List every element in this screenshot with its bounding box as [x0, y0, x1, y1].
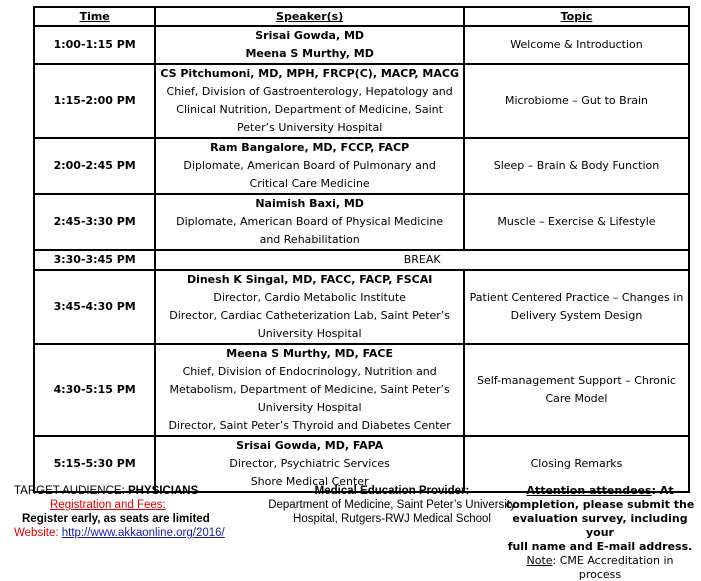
- topic-cell: [464, 270, 689, 344]
- speaker-cell: [155, 270, 464, 344]
- agenda-row: [34, 250, 689, 270]
- speaker-credential: Peter’s University Hospital: [237, 121, 383, 134]
- topic-cell: [464, 138, 689, 194]
- speaker-name: Meena S Murthy, MD, FACE: [226, 347, 394, 360]
- topic-text: Care Model: [545, 392, 608, 405]
- speaker-credential: Chief, Division of Gastroenterology, Hepatology and: [166, 85, 453, 98]
- speaker-credential: Chief, Division of Endocrinology, Nutrition and: [182, 365, 437, 378]
- speaker-name: Dinesh K Singal, MD, FACC, FACP, FSCAI: [186, 273, 433, 286]
- agenda-row: [34, 64, 689, 138]
- speaker-name: Ram Bangalore, MD, FCCP, FACP: [210, 141, 410, 154]
- speaker-credential: University Hospital: [257, 401, 362, 414]
- speaker-name: CS Pitchumoni, MD, MPH, FRCP(C), MACP, MACG: [160, 67, 459, 80]
- topic-cell: [464, 194, 689, 250]
- speaker-credential: Director, Psychiatric Services: [229, 457, 390, 470]
- website-label: Website:: [14, 527, 62, 539]
- header-speaker: Speaker(s): [155, 7, 464, 26]
- session-time: 2:00-2:45 PM: [34, 138, 155, 194]
- table-header-row: [34, 7, 689, 26]
- topic-text: Delivery System Design: [510, 309, 643, 322]
- agenda-row: [34, 194, 689, 250]
- speaker-cell: [155, 138, 464, 194]
- agenda-row: [34, 344, 689, 436]
- session-time: 1:15-2:00 PM: [34, 64, 155, 138]
- speaker-credential: Metabolism, Department of Medicine, Saint Peter’s: [169, 383, 450, 396]
- provider-line-1: Department of Medicine, Saint Peter’s University: [268, 499, 516, 511]
- speaker-cell: [155, 344, 464, 436]
- speaker-name: Srisai Gowda, MD, FAPA: [236, 439, 384, 452]
- speaker-credential: Director, Cardiac Catheterization Lab, Saint Peter’s: [169, 309, 450, 322]
- speaker-name: Meena S Murthy, MD: [245, 47, 374, 60]
- topic-text: Welcome & Introduction: [510, 38, 643, 51]
- note-label: Note: [526, 554, 553, 567]
- session-time: 1:00-1:15 PM: [34, 26, 155, 64]
- speaker-credential: Diplomate, American Board of Physical Medicine: [176, 215, 444, 228]
- target-audience: TARGET AUDIENCE: PHYSICIANS: [14, 485, 199, 497]
- attention-label: Attention attendees: [526, 484, 652, 497]
- registration-link[interactable]: Registration and Fees:: [50, 499, 166, 511]
- topic-cell: [464, 26, 689, 64]
- header-topic: Topic: [464, 7, 689, 26]
- provider-title: Medical Education Provider:: [314, 485, 470, 497]
- topic-text: Muscle – Exercise & Lifestyle: [497, 215, 656, 228]
- speaker-credential: Shore Medical Center: [250, 475, 369, 488]
- speaker-credential: Director, Cardio Metabolic Institute: [213, 291, 406, 304]
- agenda-row: [34, 138, 689, 194]
- speaker-name: Naimish Baxi, MD: [255, 197, 364, 210]
- header-time: Time: [34, 7, 155, 26]
- agenda-row: [34, 26, 689, 64]
- register-note: Register early, as seats are limited: [22, 513, 210, 525]
- topic-text: Microbiome – Gut to Brain: [504, 94, 648, 107]
- attention-block: Attention attendees: At completion, please submit the evaluation survey, including your full name and E-mail address. Note: CME Accreditation in process: [505, 484, 695, 581]
- website-link[interactable]: http://www.akkaonline.org/2016/: [61, 527, 225, 539]
- agenda-row: [34, 270, 689, 344]
- provider-line-2: Hospital, Rutgers-RWJ Medical School: [293, 513, 491, 525]
- speaker-credential: Diplomate, American Board of Pulmonary and: [183, 159, 436, 172]
- speaker-credential: and Rehabilitation: [259, 233, 360, 246]
- speaker-name: Srisai Gowda, MD: [255, 29, 365, 42]
- session-time: 3:30-3:45 PM: [34, 250, 155, 270]
- topic-text: Closing Remarks: [530, 457, 623, 470]
- topic-text: Patient Centered Practice – Changes in: [469, 291, 684, 304]
- speaker-cell: [155, 194, 464, 250]
- topic-cell: [464, 64, 689, 138]
- topic-text: Sleep – Brain & Body Function: [493, 159, 660, 172]
- speaker-credential: Clinical Nutrition, Department of Medicine, Saint: [176, 103, 443, 116]
- agenda-body: [34, 26, 689, 492]
- audience-value: PHYSICIANS: [127, 485, 199, 497]
- session-time: 3:45-4:30 PM: [34, 270, 155, 344]
- note-text: : CME Accreditation in process: [552, 554, 674, 581]
- session-time: 4:30-5:15 PM: [34, 344, 155, 436]
- topic-text: Self-management Support – Chronic: [477, 374, 676, 387]
- session-time: 5:15-5:30 PM: [34, 436, 155, 492]
- audience-registration-block: [14, 484, 254, 540]
- speaker-cell: [155, 64, 464, 138]
- speaker-credential: University Hospital: [257, 327, 362, 340]
- break-cell: BREAK: [155, 250, 689, 270]
- speaker-cell: [155, 26, 464, 64]
- speaker-credential: Director, Saint Peter’s Thyroid and Diabetes Center: [168, 419, 451, 432]
- topic-cell: [464, 344, 689, 436]
- education-provider-block: [246, 484, 538, 526]
- session-time: 2:45-3:30 PM: [34, 194, 155, 250]
- speaker-credential: Critical Care Medicine: [249, 177, 370, 190]
- agenda-table: [33, 6, 690, 493]
